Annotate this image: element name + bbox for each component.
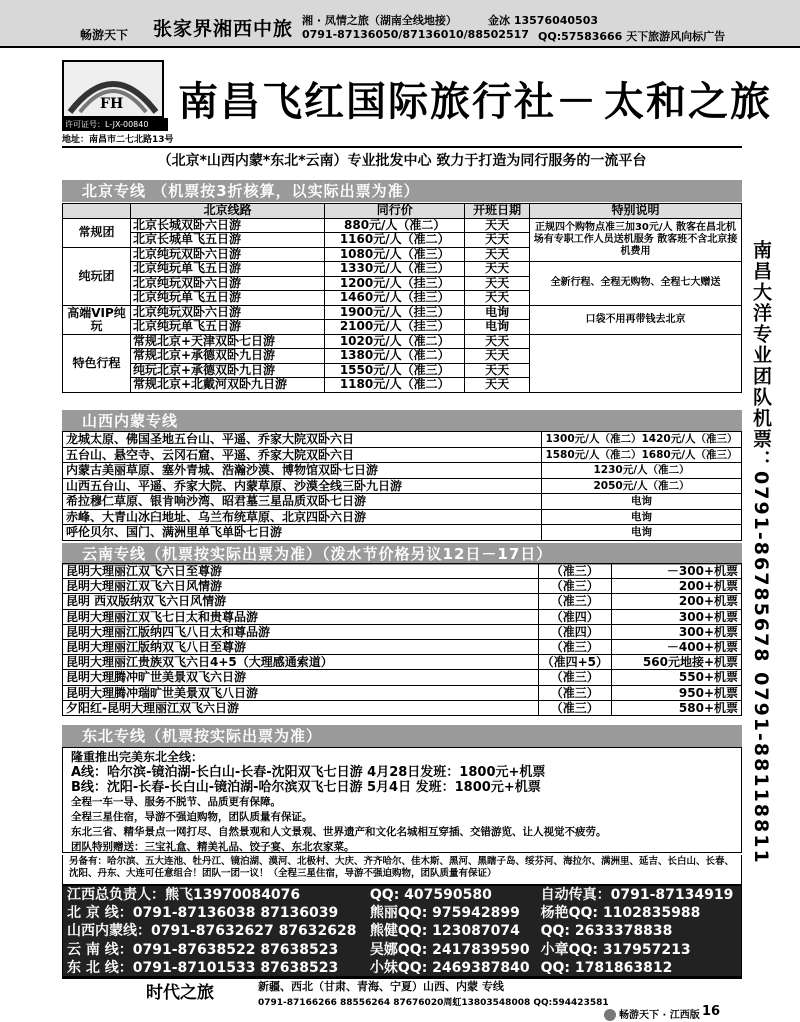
shanxi-band: 山西内蒙专线 (62, 410, 742, 432)
yunnan-table: 昆明大理丽江双飞六日至尊游 （准三） －300+机票 昆明大理丽江双飞六日风情游 （准三） 200+机票 昆明 西双版纳双飞六日风情游 （准三） 200+机票 昆明大理丽江双飞七日太和贵尊品游 （准四） 300+机票 昆明大理丽江版纳四飞八日太和尊品游 （准四） 300+机票 昆明大理丽江版纳双飞八日至尊游 （准三） －400+机票 昆明大理丽江贵族双飞六日4+5（大理感通索道） （准四+5） 560元地接+机票 昆明大理腾冲旷世美景双飞六日游 （准三） 550+机票 昆明大理腾冲瑞旷世美景双飞八日游 （准三） 950+机票 夕阳红-昆明大理丽江双飞六日游 （准三） 580+机票 (62, 563, 742, 716)
footer-brand: 时代之旅 (146, 983, 214, 1003)
globe-icon (604, 1009, 616, 1021)
yunnan-band: 云南专线（机票按实际出票为准）（泼水节价格另议12日－17日） (62, 543, 742, 565)
side-ad: 南昌大洋专业团队机票：0791-86785678 0791-88118811 (750, 240, 772, 865)
footer-phones: 0791-87166266 88556264 87676020周虹13803548008 QQ:594423581 (258, 998, 609, 1008)
dongbei-line: 东北三省、精华景点一网打尽、自然景观和人文景观、世界遗产和文化名城相互穿插、交错游览、让人视觉不疲劳。 (71, 826, 607, 838)
dongbei-line: 隆重推出完美东北全线： (71, 750, 204, 764)
svg-text:FH: FH (100, 96, 124, 112)
agency-logo (62, 60, 164, 118)
dongbei-line: 全程三星住宿，导游不强迫购物，团队质量有保证。 (71, 811, 313, 823)
top-contact: 金冰 13576040503 (488, 14, 599, 27)
footer-lines: 新疆、西北（甘肃、青海、宁夏）山西、内蒙 专线 (258, 980, 504, 993)
dongbei-line: 团队特别赠送：三宝礼盒、精美礼品、饺子宴、东北农家菜。 (71, 841, 355, 853)
logo-arc-icon (64, 62, 162, 116)
dongbei-box (62, 747, 742, 853)
dongbei-band: 东北专线（机票按实际出票为准） (62, 725, 742, 747)
agency-address: 地址：南昌市二七北路13号 (62, 135, 174, 145)
dongbei-also: 另备有：哈尔滨、五大连池、牡丹江、镜泊湖、漠河、北极村、大庆、齐齐哈尔、佳木斯、黑河、黑瞎子岛、绥芬河、海拉尔、满洲里、延吉、长白山、长春、沈阳、丹东、大连可任意组合！团队一团一议！（全程三星住宿，导游不强迫购物，团队质量有保证） (62, 855, 742, 885)
tagline: （北京*山西内蒙*东北*云南）专业批发中心 致力于打造为同行服务的一流平台 (157, 153, 647, 169)
footer-magazine: 畅游天下 · 江西版 (604, 1006, 700, 1021)
top-sub: 湘 · 凤情之旅（湖南全线地接） (302, 14, 457, 27)
top-agency: 张家界湘西中旅 (153, 18, 294, 40)
shanxi-table: 龙城太原、佛国圣地五台山、平遥、乔家大院双卧六日 1300元/人（准二）1420元/人（准三） 五台山、悬空寺、云冈石窟、平遥、乔家大院双卧六日 1580元/人（准二）1680元/人（准三） 内蒙古美丽草原、塞外青城、浩瀚沙漠、博物馆双卧七日游 1230元/人（准二） 山西五台山、平遥、乔家大院、内蒙草原、沙漠全线三卧九日游 2050元/人（准二） 希拉穆仁草原、银肯响沙湾、昭君墓三星品质双卧七日游 电询 赤峰、大青山冰臼地址、乌兰布统草原、北京四卧六日游 电询 呼伦贝尔、国门、满洲里单飞单卧七日游 电询 (62, 431, 742, 541)
beijing-table: 北京线路 同行价 开班日期 特别说明 常规团 北京长城双卧六日游 880元/人（准二） 天天 正规四个购物点准三加30元/人 散客在昌北机场有专职工作人员送机服务 散客班不含北京接机费用 北京长城单飞五日游 1160元/人（准二） 天天 纯玩团 北京纯玩双卧六日游 1080元/人（准三） 天天 北京纯玩单飞五日游 1330元/人（准三） 天天 全新行程、全程无购物、全程七大赠送 北京纯玩双卧六日游 1200元/人（挂三） 天天 北京纯玩单飞五日游 1460元/人（挂三） 天天 高端VIP纯玩 北京纯玩双卧六日游 1900元/人（挂三） 电询 口袋不用再带钱去北京 北京纯玩单飞五日游 2100元/人（挂三） 电询 特色行程 常规北京+天津双卧七日游 1020元/人（准二） 天天 常规北京+承德双卧九日游 1380元/人（准二） 天天 纯玩北京+承德双卧九日游 1550元/人（准三） 天天 常规北京+北戴河双卧九日游 1180元/人（准二） 天天 (62, 203, 742, 393)
divider (62, 146, 742, 148)
page-number: 16 (702, 1004, 721, 1019)
agency-title: 南昌飞红国际旅行社－ 太和之旅 (178, 79, 772, 125)
contacts-table: 江西总负责人：熊飞13970084076 QQ: 407590580 自动传真：0791-87134919 北 京 线：0791-87136038 87136039 熊丽QQ: 975942899 杨艳QQ: 1102835988 山西内蒙线：0791-87632627 87632628 熊健QQ: 123087074 QQ: 2633378838 云 南 线：0791-87638522 87638523 吴娜QQ: 2417839590 小章QQ: 317957213 东 北 线：0791-87101533 87638523 小妹QQ: 2469387840 QQ: 1781863812 (62, 885, 742, 979)
beijing-band: 北京专线 （机票按3折核算，以实际出票为准） (62, 180, 742, 202)
dongbei-line-a: A线：哈尔滨-镜泊湖-长白山-长春-沈阳双飞七日游 4月28日发班：1800元+机票 (71, 765, 546, 780)
dongbei-line-b: B线：沈阳-长春-长白山-镜泊湖-哈尔滨双飞七日游 5月4日 发班：1800元+机票 (71, 780, 541, 795)
licence-number: 许可证号：L-JX-00840 (62, 118, 168, 131)
top-brand: 畅游天下 (80, 28, 129, 42)
top-qq: QQ:57583666 天下旅游风向标广告 (538, 30, 726, 43)
top-phones: 0791-87136050/87136010/88502517 (302, 28, 529, 41)
dongbei-line: 全程一车一导、服务不脱节、品质更有保障。 (71, 796, 281, 808)
